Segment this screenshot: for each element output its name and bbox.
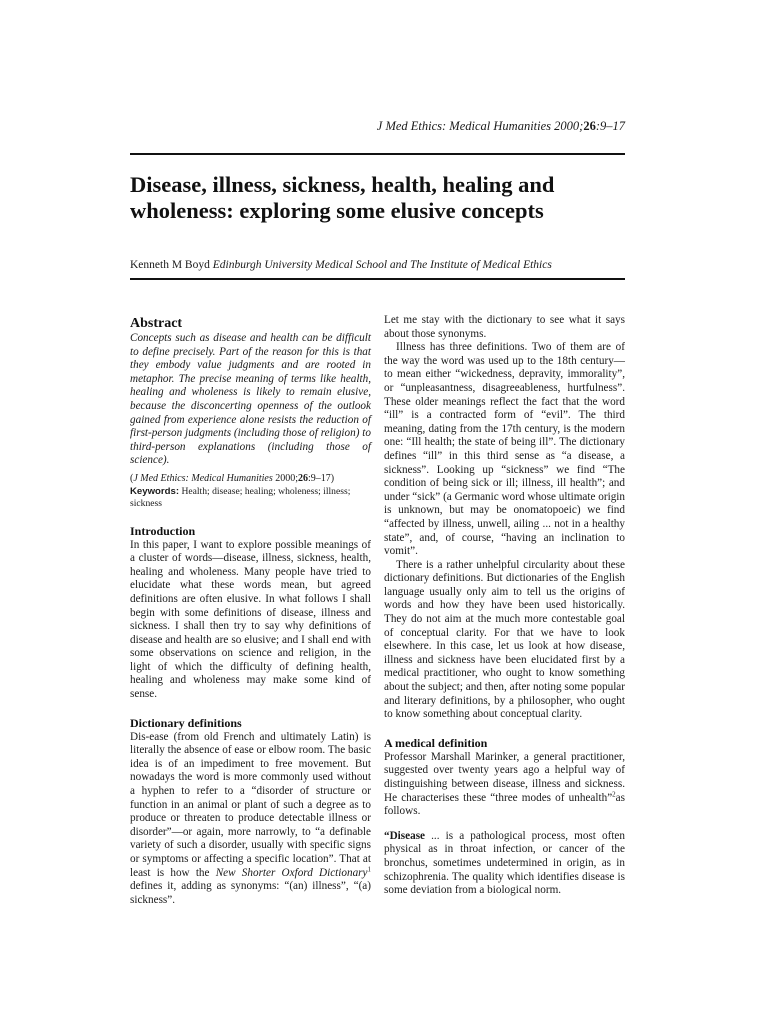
journal-reference bbox=[377, 119, 625, 134]
right-para-3: There is a rather unhelpful circularity about these dictionary definitions. But dictionaries of the English language usually only aim to tell us the origins of words and how they have been used historically. They do not aim at the much more contestable goal of conceptual clarity. For that we have to look elsewhere. In this case, let us look at how disease, illness and sickness have been elucidated first by a medical practitioner, who ought to know something about the subject; and then, after noting some popular and literary definitions, by a philosopher, who ought to know something about conceptual clarity. bbox=[384, 558, 625, 721]
top-rule bbox=[130, 153, 625, 155]
medical-heading: A medical definition bbox=[384, 735, 488, 750]
citation-pages: :9–17) bbox=[308, 472, 335, 484]
dictionary-text-after: defines it, adding as synonyms: “(an) illness”, “(a) sickness”. bbox=[130, 880, 371, 906]
keywords-label: Keywords: bbox=[130, 485, 180, 497]
dictionary-book-title: New Shorter Oxford Dictionary bbox=[215, 866, 368, 879]
medical-text-after: as follows. bbox=[384, 791, 625, 818]
medical-text-body: Professor Marshall Marinker, a general practitioner, suggested over twenty years ago a helpful way of distinguishing between disease, illness and sickness. He characterises these “three modes of unhealth” bbox=[384, 750, 625, 804]
quote-open: “ bbox=[384, 829, 390, 842]
bottom-rule bbox=[130, 278, 625, 280]
abstract-text: Concepts such as disease and health can be difficult to define precisely. Part of the reason for this is that they embody value judgments and are rooted in metaphor. The precise meaning of terms like health, healing and wholeness is likely to remain elusive, because the disconcerting openness of the outlook gained from experience alone resists the reduction of first-person judgments (including those of religion) to third-person explanations (including those of science). bbox=[130, 332, 371, 467]
right-para-1: Let me stay with the dictionary to see what it says about those synonyms. bbox=[384, 314, 625, 340]
citation-open: ( bbox=[130, 472, 134, 484]
medical-text bbox=[384, 751, 625, 819]
dictionary-text-before: Dis-ease (from old French and ultimately Latin) is literally the absence of ease or elbow room. The basic idea is of an impediment to free movement. But nowadays the word is more commonly used without a hyphen to refer to a “disorder of structure or function in an animal or plant of such a degree as to produce or threaten to produce detectable illness or disorder”—or again, more narrowly, to “a definable variety of such a disorder, usually with specific signs or symptoms or affecting a specific location”. That at least is how the bbox=[130, 730, 371, 879]
reference-2: 2 bbox=[612, 789, 616, 798]
journal-year: 2000; bbox=[554, 119, 584, 133]
right-column bbox=[384, 314, 625, 898]
abstract-heading: Abstract bbox=[130, 316, 183, 331]
quote-text: ... is a pathological process, most often physical as in throat infection, or cancer of the bronchus, sometimes undetermined in origin, as in schizophrenia. The quality which identifies disease is some deviation from a biological norm. bbox=[384, 829, 625, 897]
citation-year: 2000; bbox=[272, 472, 299, 484]
introduction-heading: Introduction bbox=[130, 523, 196, 538]
disease-quote bbox=[384, 830, 625, 898]
article-title: Disease, illness, sickness, health, healing and wholeness: exploring some elusive concepts bbox=[130, 172, 555, 223]
reference-1: 1 bbox=[367, 864, 371, 873]
journal-pages: :9–17 bbox=[595, 119, 625, 133]
dictionary-heading: Dictionary definitions bbox=[130, 715, 242, 730]
keywords bbox=[130, 486, 371, 510]
abstract-citation bbox=[130, 472, 371, 486]
left-column bbox=[130, 314, 371, 907]
journal-name: J Med Ethics: Medical Humanities bbox=[376, 119, 552, 133]
keywords-list: Health; disease; healing; wholeness; illness; sickness bbox=[130, 485, 351, 509]
journal-volume: 26 bbox=[583, 119, 596, 133]
right-para-2: Illness has three definitions. Two of them are of the way the word was used up to the 18th century—to mean either “wickedness, depravity, immorality”, or “unpleasantness, disagreeableness, hurtfulness”. These older meanings reflect the fact that the word “ill” is a contracted form of “evil”. The third meaning, dating from the 17th century, is the modern one: “Ill health; the state of being ill”. The dictionary defines “ill” in this third sense as “a disease, a sickness”. Looking up “sickness” we find “The condition of being sick or ill; illness, ill health”; and under “sick” (a Germanic word whose ultimate origin is unknown, but may be onomatopoeic) we find “affected by illness, unwell, ailing ... not in a healthy state”, and, of course, “having an inclination to vomit”. bbox=[384, 341, 625, 558]
author-line bbox=[130, 259, 552, 271]
citation-journal: J Med Ethics: Medical Humanities bbox=[133, 472, 273, 484]
citation-volume: 26 bbox=[298, 472, 309, 484]
author-affiliation: Edinburgh University Medical School and The Institute of Medical Ethics bbox=[212, 259, 552, 271]
author-name: Kenneth M Boyd bbox=[130, 259, 210, 271]
dictionary-text bbox=[130, 731, 371, 908]
quote-term: Disease bbox=[389, 829, 426, 842]
introduction-text: In this paper, I want to explore possible meanings of a cluster of words—disease, illness, sickness, health, healing and wholeness. Many people have tried to elucidate what these words mean, but agreed definitions are often elusive. In what follows I shall begin with some definitions of disease, illness and sickness. I shall then try to say why definitions of disease and health are so elusive; and I shall end with some observations on science and religion, in the light of which the difficulty of defining health, healing and wholeness may make some kind of sense. bbox=[130, 538, 371, 701]
